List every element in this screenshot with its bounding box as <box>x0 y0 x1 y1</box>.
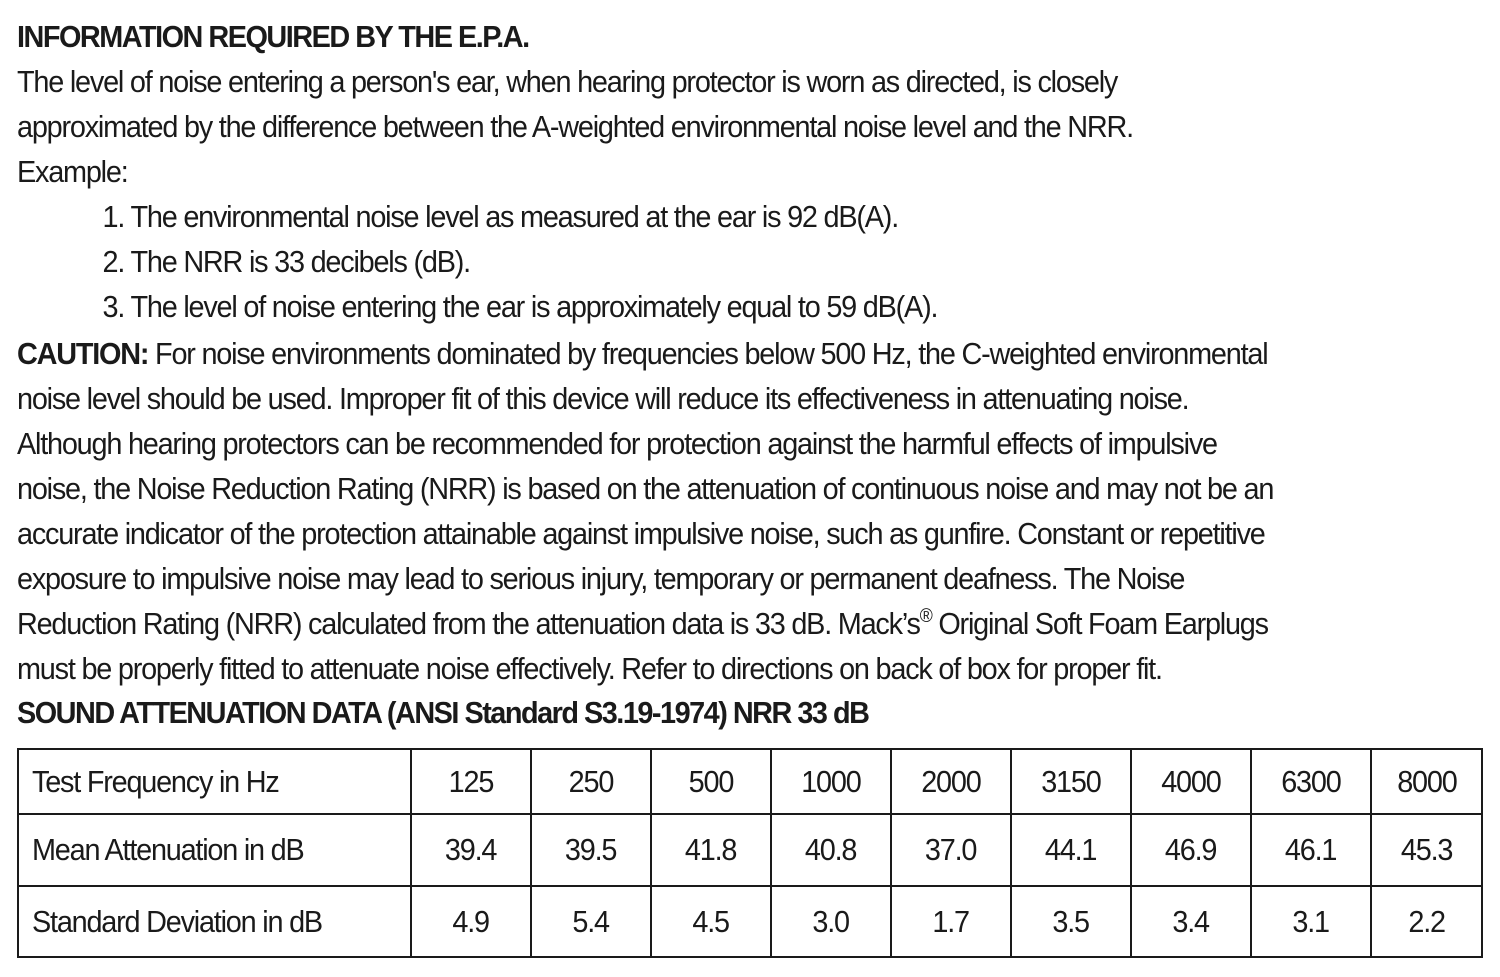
example-item: 1. The environmental noise level as measured at the ear is 92 dB(A). <box>102 199 899 234</box>
intro-line: The level of noise entering a person's ear, when hearing protector is worn as directed, is closely <box>17 64 1118 99</box>
caution-label: CAUTION: <box>17 336 149 371</box>
mean-attenuation-row <box>18 814 1482 886</box>
nrr-statement-line <box>17 601 1384 646</box>
mean-cell: 40.8 <box>771 814 891 886</box>
mean-cell: 39.4 <box>411 814 531 886</box>
intro-line: approximated by the difference between the A-weighted environmental noise level and the NRR. <box>17 109 1133 144</box>
mean-cell: 46.9 <box>1131 814 1251 886</box>
frequency-cell: 2000 <box>891 749 1011 814</box>
frequency-cell: 6300 <box>1251 749 1371 814</box>
table-title: SOUND ATTENUATION DATA (ANSI Standard S3.19-1974) NRR 33 dB <box>17 695 869 730</box>
example-item: 3. The level of noise entering the ear is approximately equal to 59 dB(A). <box>102 289 938 324</box>
attenuation-table <box>17 748 1483 958</box>
frequency-cell: 8000 <box>1371 749 1482 814</box>
caution-line: exposure to impulsive noise may lead to serious injury, temporary or permanent deafness. The Noise <box>17 561 1185 596</box>
caution-last-line: must be properly fitted to attenuate noise effectively. Refer to directions on back of box for proper fit. <box>17 651 1162 686</box>
frequency-cell: 4000 <box>1131 749 1251 814</box>
example-item: 2. The NRR is 33 decibels (dB). <box>102 244 470 279</box>
mean-cell: 39.5 <box>531 814 651 886</box>
frequency-row-label: Test Frequency in Hz <box>18 749 411 814</box>
sd-cell: 4.9 <box>411 886 531 957</box>
caution-line: noise level should be used. Improper fit of this device will reduce its effectiveness in attenuating noise. <box>17 381 1189 416</box>
mean-row-label: Mean Attenuation in dB <box>18 814 411 886</box>
caution-line: Although hearing protectors can be recommended for protection against the harmful effects of impulsive <box>17 426 1217 461</box>
nrr-text-before: Reduction Rating (NRR) calculated from the attenuation data is 33 dB. Mack’s <box>17 606 920 641</box>
sd-cell: 2.2 <box>1371 886 1482 957</box>
nrr-text-after: Original Soft Foam Earplugs <box>931 606 1268 641</box>
frequency-cell: 3150 <box>1011 749 1131 814</box>
mean-cell: 44.1 <box>1011 814 1131 886</box>
mean-cell: 45.3 <box>1371 814 1482 886</box>
example-label: Example: <box>17 154 128 189</box>
frequency-cell: 1000 <box>771 749 891 814</box>
mean-cell: 46.1 <box>1251 814 1371 886</box>
sd-cell: 1.7 <box>891 886 1011 957</box>
epa-heading: INFORMATION REQUIRED BY THE E.P.A. <box>17 19 529 54</box>
frequency-cell: 250 <box>531 749 651 814</box>
mean-cell: 41.8 <box>651 814 771 886</box>
caution-line: accurate indicator of the protection attainable against impulsive noise, such as gunfire. Constant or repetitive <box>17 516 1265 551</box>
sd-cell: 5.4 <box>531 886 651 957</box>
frequency-row <box>18 749 1482 814</box>
sd-cell: 3.1 <box>1251 886 1371 957</box>
sd-cell: 3.4 <box>1131 886 1251 957</box>
sd-cell: 3.0 <box>771 886 891 957</box>
frequency-cell: 500 <box>651 749 771 814</box>
caution-first-line <box>17 331 1384 376</box>
frequency-cell: 125 <box>411 749 531 814</box>
standard-deviation-row <box>18 886 1482 957</box>
epa-label-document <box>17 14 1487 733</box>
sd-cell: 3.5 <box>1011 886 1131 957</box>
registered-mark: ® <box>919 606 932 627</box>
caution-text: For noise environments dominated by frequencies below 500 Hz, the C-weighted environmental <box>148 336 1268 371</box>
mean-cell: 37.0 <box>891 814 1011 886</box>
caution-line: noise, the Noise Reduction Rating (NRR) is based on the attenuation of continuous noise and may not be an <box>17 471 1274 506</box>
sd-cell: 4.5 <box>651 886 771 957</box>
sd-row-label: Standard Deviation in dB <box>18 886 411 957</box>
